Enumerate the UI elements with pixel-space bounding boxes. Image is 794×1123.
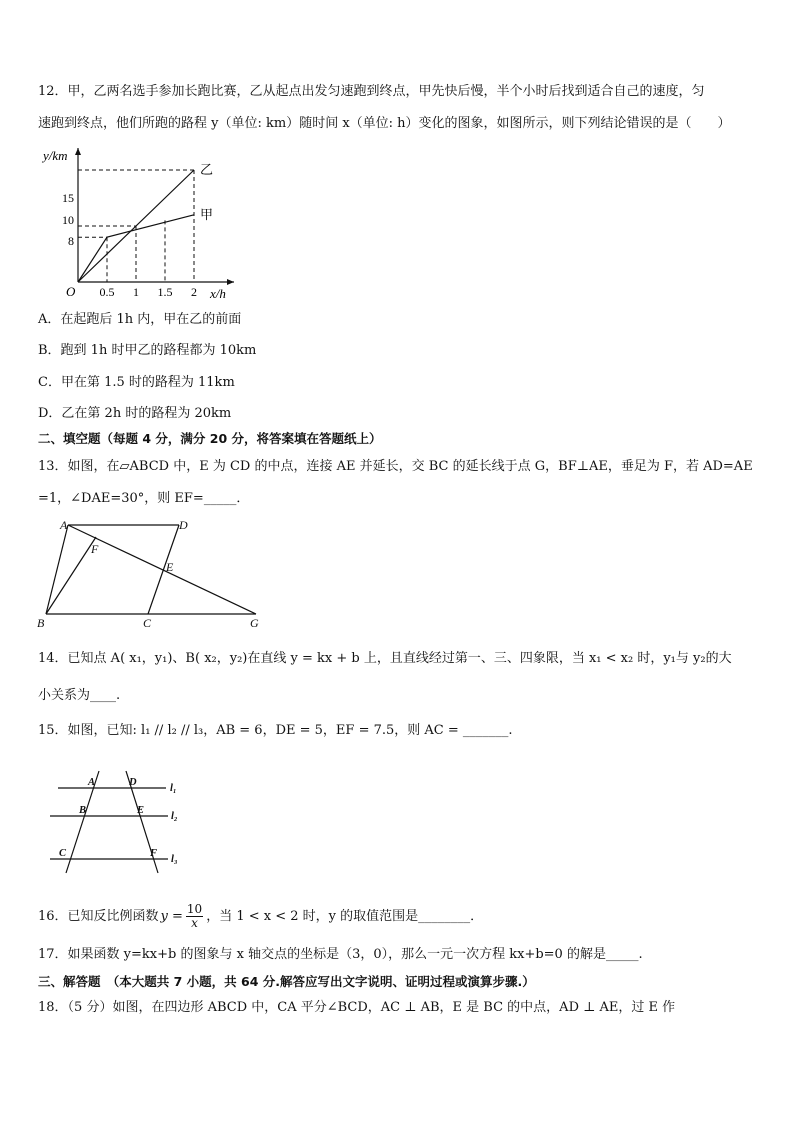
label-a: A [60, 518, 68, 532]
label-b: B [37, 616, 45, 630]
chart-labels [41, 148, 226, 301]
q16-numerator: 10 [186, 902, 203, 916]
q12-option-c: C．甲在第 1.5 时的路程为 11km [38, 375, 235, 390]
q16-prefix: 16．已知反比例函数 [38, 908, 159, 924]
q15-text-line1: 15．如图，已知: l₁ // l₂ // l₃，AB = 6，DE = 5，EF = 7.5，则 AC = _______. [38, 723, 513, 738]
segment-ag [68, 525, 256, 614]
origin-label: O [66, 284, 76, 299]
label-c: C [59, 848, 67, 859]
q12-distance-time-chart [38, 142, 248, 304]
x-axis-label: x/h [210, 286, 226, 301]
q18-text-line1: 18．（5 分）如图，在四边形 ABCD 中，CA 平分∠BCD，AC ⊥ AB，E 是 BC 的中点，AD ⊥ AE，过 E 作 [38, 1000, 676, 1015]
label-b: B [79, 805, 87, 816]
x-tick-label-3: 2 [191, 285, 197, 299]
q17-text-line1: 17．如果函数 y=kx+b 的图象与 x 轴交点的坐标是（3，0），那么一元一次方程 kx+b=0 的解是_____. [38, 947, 643, 962]
q16-y-eq: y = [160, 908, 183, 924]
section-3-title: 三、解答题 （本大题共 7 小题，共 64 分.解答应写出文字说明、证明过程或演算步骤.） [38, 974, 535, 989]
segment-ab [46, 525, 68, 614]
label-l3: l₃ [171, 854, 178, 865]
label-d: D [129, 777, 137, 788]
q14-text-line1: 14．已知点 A( x₁，y₁)、B( x₂，y₂)在直线 y = kx + b 上，且直线经过第一、三、四象限，当 x₁ < x₂ 时，y₁与 y₂的大 [38, 651, 732, 666]
q16-denominator: x [191, 916, 198, 930]
label-f: F [91, 542, 99, 556]
label-e: E [166, 560, 174, 574]
q15-parallel-lines-figure [46, 765, 196, 877]
q12-option-a: A．在起跑后 1h 内，甲在乙的前面 [38, 312, 242, 327]
q13-text-line2: =1，∠DAE=30°，则 EF=_____． [38, 491, 250, 506]
y-axis-arrow [75, 148, 81, 155]
q14-text-line2: 小关系为____. [38, 688, 121, 703]
q12-text-line2: 速跑到终点，他们所跑的路程 y（单位: km）随时间 x（单位: h）变化的图象，如图所示，则下列结论错误的是（ ） [38, 116, 731, 131]
label-f: F [150, 848, 158, 859]
q12-option-b: B．跑到 1h 时甲乙的路程都为 10km [38, 343, 257, 358]
x-axis-arrow [227, 279, 234, 285]
label-g: G [250, 616, 259, 630]
section-2-title: 二、填空题（每题 4 分，满分 20 分，将答案填在答题纸上） [38, 431, 382, 446]
q16-fraction [186, 903, 203, 930]
x-tick-label-1: 1 [133, 285, 139, 299]
y-axis-label: y/km [43, 148, 68, 163]
label-d: D [179, 518, 188, 532]
segment-dc [148, 525, 179, 614]
x-tick-label-0: 0.5 [99, 285, 115, 299]
q16-suffix: ，当 1 < x < 2 时，y 的取值范围是________． [206, 908, 484, 924]
q13-parallelogram-figure [36, 515, 266, 630]
q12-text-line1: 12．甲，乙两名选手参加长跑比赛，乙从起点出发匀速跑到终点，甲先快后慢，半个小时后找到适合自己的速度，匀 [38, 84, 705, 99]
q12-option-d: D．乙在第 2h 时的路程为 20km [38, 406, 232, 421]
label-l1: l₁ [170, 783, 177, 794]
label-e: E [137, 805, 145, 816]
series-label-0: 乙 [200, 162, 214, 177]
label-l2: l₂ [171, 811, 178, 822]
x-tick-label-2: 1.5 [157, 285, 173, 299]
segment-bf [46, 537, 96, 614]
y-tick-label-1: 10 [62, 213, 74, 227]
label-a: A [88, 777, 96, 788]
label-c: C [143, 616, 152, 630]
y-tick-label-2: 15 [62, 191, 74, 205]
y-tick-label-0: 8 [68, 234, 74, 249]
series-label-1: 甲 [200, 206, 214, 222]
q13-text-line1: 13．如图，在▱ABCD 中，E 为 CD 的中点，连接 AE 并延长，交 BC 的延长线于点 G，BF⊥AE，垂足为 F，若 AD=AE [38, 459, 753, 474]
q16-text-line1 [38, 903, 483, 930]
